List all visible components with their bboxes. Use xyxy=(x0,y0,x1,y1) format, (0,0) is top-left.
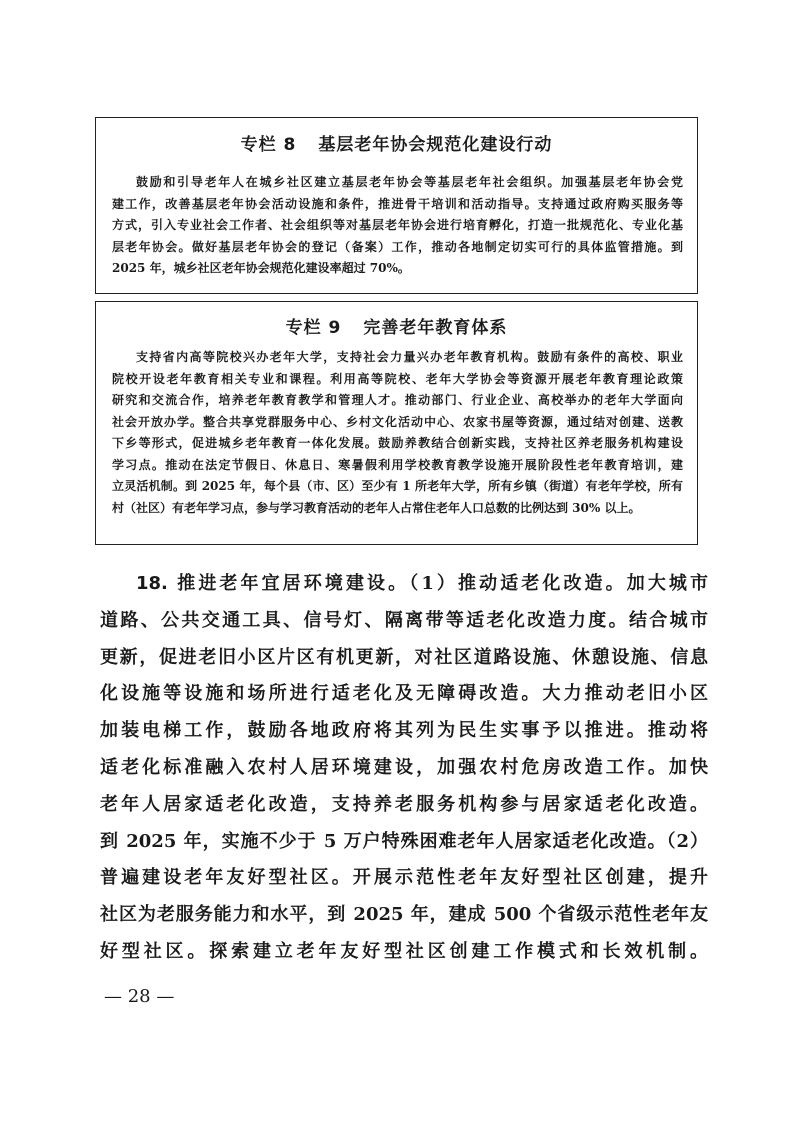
box-paragraph xyxy=(112,347,683,519)
text-line: 普遍建设老年友好型社区。开展示范性老年友好型社区创建，提升 xyxy=(100,867,708,889)
section-heading: 18. 推进老年宜居环境建设。 xyxy=(136,573,410,594)
text-line: 支持省内高等院校兴办老年大学，支持社会力量兴办老年教育机构。鼓励有条件的高校、职业 xyxy=(136,350,683,364)
text-line: 研究和交流合作，培养老年教育教学和管理人才。推动部门、行业企业、高校举办的老年大学面向 xyxy=(112,393,683,407)
main-paragraph xyxy=(100,566,708,971)
text-run: （1）推动适老化改造。加大城市 xyxy=(409,573,709,594)
box-label: 专栏 9 xyxy=(285,318,342,338)
text-line: 学习点。推动在法定节假日、休息日、寒暑假利用学校教育教学设施开展阶段性老年教育培训，建 xyxy=(112,457,683,472)
text-line: 到 2025 年，实施不少于 5 万户特殊困难老年人居家适老化改造。（2） xyxy=(100,830,708,852)
box-paragraph xyxy=(112,172,683,280)
text-line xyxy=(100,566,708,603)
text-line: 好型社区。探索建立老年友好型社区创建工作模式和长效机制。 xyxy=(100,940,708,962)
text-line: 院校开设老年教育相关专业和课程。利用高等院校、老年大学协会等资源开展老年教育理论政策 xyxy=(112,371,683,386)
box-label: 专栏 8 xyxy=(240,135,297,155)
text-line: 加装电梯工作，鼓励各地政府将其列为民生实事予以推进。推动将 xyxy=(100,720,708,742)
text-line: 道路、公共交通工具、信号灯、隔离带等适老化改造力度。结合城市 xyxy=(100,609,708,631)
column-box-9 xyxy=(95,301,698,545)
text-line: 更新，促进老旧小区片区有机更新，对社区道路设施、休憩设施、信息 xyxy=(100,646,708,668)
text-line: 化设施等设施和场所进行适老化及无障碍改造。大力推动老旧小区 xyxy=(100,683,708,705)
text-line: 鼓励和引导老年人在城乡社区建立基层老年协会等基层老年社会组织。加强基层老年协会党 xyxy=(136,175,683,189)
box-title xyxy=(96,302,697,339)
text-line: 2025 年，城乡社区老年协会规范化建设率超过 70%。 xyxy=(112,261,410,275)
text-line: 社会开放办学。整合共享党群服务中心、乡村文化活动中心、农家书屋等资源，通过结对创建、送教 xyxy=(112,414,683,429)
box-title xyxy=(96,118,697,156)
text-line: 建工作，改善基层老年协会活动设施和条件，推进骨干培训和活动指导。支持通过政府购买服务等 xyxy=(112,196,683,211)
box-heading: 基层老年协会规范化建设行动 xyxy=(318,135,553,155)
page-number: — 28 — xyxy=(104,986,175,1007)
text-line: 方式，引入专业社会工作者、社会组织等对基层老年协会进行培育孵化，打造一批规范化、专业化基 xyxy=(112,218,683,232)
text-line: 社区为老服务能力和水平，到 2025 年，建成 500 个省级示范性老年友 xyxy=(100,904,708,926)
text-line: 下乡等形式，促进城乡老年教育一体化发展。鼓励养教结合创新实践，支持社区养老服务机构建设 xyxy=(112,436,683,450)
text-line: 村（社区）有老年学习点，参与学习教育活动的老年人占常住老年人口总数的比例达到 30% 以上。 xyxy=(112,500,641,515)
column-box-8 xyxy=(95,117,698,294)
text-line: 层老年协会。做好基层老年协会的登记（备案）工作，推动各地制定切实可行的具体监管措施。到 xyxy=(112,239,683,254)
text-line: 立灵活机制。到 2025 年，每个县（市、区）至少有 1 所老年大学，所有乡镇（街道）有老年学校，所有 xyxy=(112,479,683,493)
text-line: 适老化标准融入农村人居环境建设，加强农村危房改造工作。加快 xyxy=(100,756,708,778)
text-line: 老年人居家适老化改造，支持养老服务机构参与居家适老化改造。 xyxy=(100,793,708,815)
box-heading: 完善老年教育体系 xyxy=(363,318,508,338)
